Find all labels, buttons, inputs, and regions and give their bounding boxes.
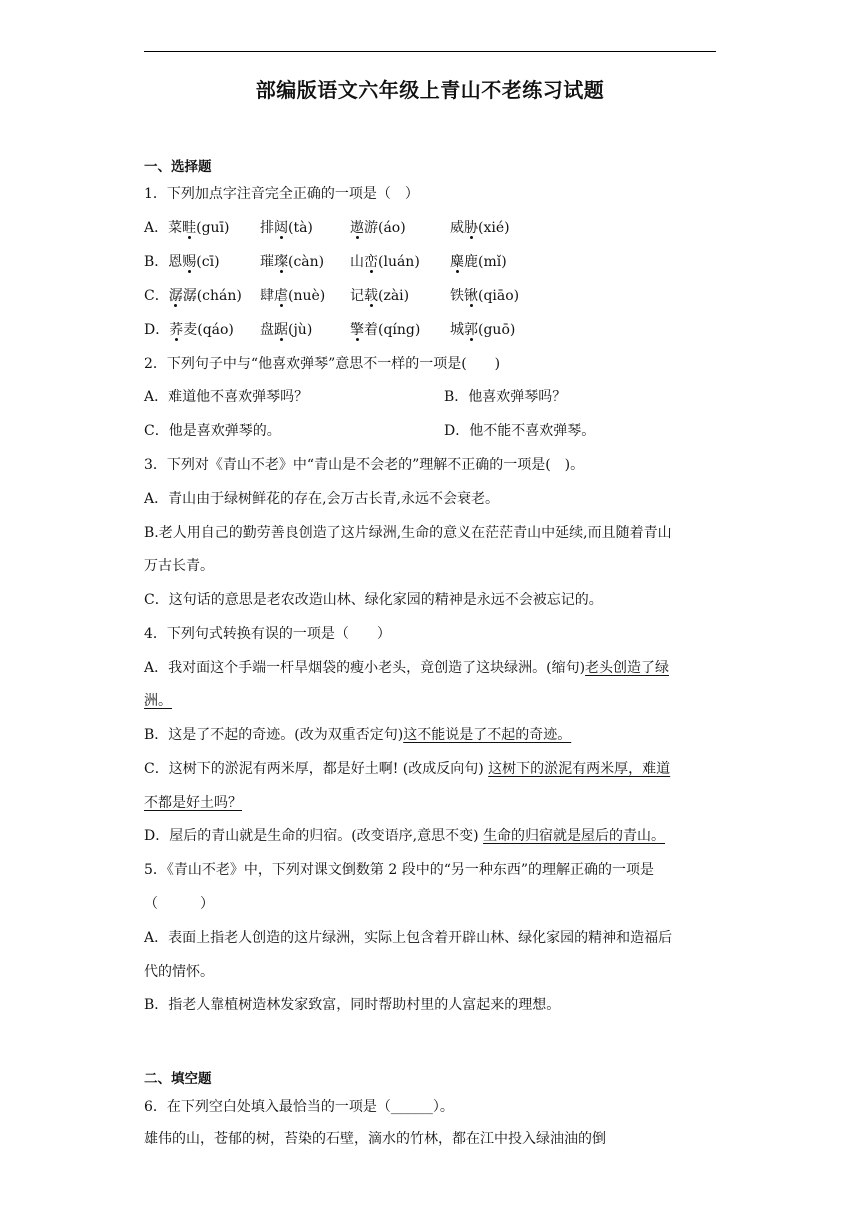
word-pinyin: 着(qíng): [364, 322, 421, 338]
dotted-character: 擎: [350, 322, 364, 338]
q4-option-a-cont: [144, 691, 172, 711]
q1-option-word: [260, 218, 313, 238]
word-pinyin: 游(áo): [364, 220, 406, 236]
dotted-character: 畦: [182, 220, 197, 236]
q4-option-c: [144, 759, 670, 779]
q2-option-c: C．他是喜欢弹琴的。: [144, 423, 281, 439]
word-pinyin: (xié): [478, 220, 510, 236]
word-pinyin: (tà): [288, 220, 313, 236]
q1-option-word: [450, 252, 507, 272]
word-pinyin: (jù): [288, 322, 313, 338]
word-pinyin: 麦(qáo): [183, 322, 234, 338]
q4-a-answer: 老头创造了绿: [585, 660, 670, 676]
word-pinyin: (zài): [378, 288, 410, 304]
q4-a-answer-cont: 洲。: [144, 693, 172, 709]
q3-option-c: C．这句话的意思是老农改造山林、绿化家园的精神是永远不会被忘记的。: [144, 592, 603, 608]
q3-option-a: A．青山由于绿树鲜花的存在,会万古长青,永远不会衰老。: [144, 491, 500, 507]
word-pinyin: (guī): [196, 220, 230, 236]
q1-option-word: [450, 218, 510, 238]
q2-option-b: B．他喜欢弹琴吗？: [444, 389, 567, 405]
word-text: 铁: [450, 288, 464, 304]
q2-option-a: A．难道他不喜欢弹琴吗？: [144, 389, 309, 405]
q5-option-b: B．指老人靠植树造林发家致富，同时帮助村里的人富起来的理想。: [144, 997, 561, 1013]
dotted-character: 璨: [274, 254, 288, 270]
word-text: 盘: [260, 322, 274, 338]
q5-stem-cont: （ ）: [144, 896, 214, 912]
section-heading-fill: 二、填空题: [144, 1071, 212, 1087]
dotted-character: 胁: [464, 220, 478, 236]
dotted-character: 麋: [450, 254, 464, 270]
word-text: D．: [144, 322, 170, 338]
word-text: C．: [144, 288, 169, 304]
word-text: 排: [260, 220, 274, 236]
dotted-character: 踞: [274, 322, 288, 338]
q1-option-word: [144, 286, 242, 306]
q4-b-text: B．这是了不起的奇迹。(改为双重否定句): [144, 727, 404, 743]
dotted-character: 虐: [274, 288, 288, 304]
q1-option-word: [450, 286, 519, 306]
word-pinyin: 潺(chán): [182, 288, 242, 304]
q4-option-b: [144, 725, 571, 745]
dotted-character: 荞: [169, 322, 184, 338]
word-pinyin: (guō): [478, 322, 516, 338]
q5-option-a-cont: 代的情怀。: [144, 964, 214, 980]
dotted-character: 赐: [182, 254, 197, 270]
word-pinyin: (càn): [288, 254, 325, 270]
word-pinyin: (luán): [378, 254, 420, 270]
q1-stem: 1．下列加点字注音完全正确的一项是（ ）: [144, 186, 419, 202]
q1-option-word: [350, 252, 420, 272]
word-text: 城: [450, 322, 464, 338]
q4-stem: 4．下列句式转换有误的一项是（ ）: [144, 626, 391, 642]
q2-stem: 2．下列句子中与“他喜欢弹琴”意思不一样的一项是( ): [144, 356, 501, 372]
dotted-character: 遨: [350, 220, 364, 236]
q6-passage: 雄伟的山，苍郁的树，苔染的石壁，滴水的竹林，都在江中投入绿油油的倒: [144, 1131, 606, 1147]
word-text: 山: [350, 254, 364, 270]
q4-option-d: [144, 826, 665, 846]
dotted-character: 郭: [464, 322, 478, 338]
dotted-character: 载: [364, 288, 378, 304]
word-pinyin: 鹿(mǐ): [464, 254, 507, 270]
q1-option-word: [260, 286, 325, 306]
q1-option-word: [350, 320, 420, 340]
q1-option-word: [450, 320, 515, 340]
q1-option-word: [350, 286, 409, 306]
q4-option-c-cont: [144, 793, 242, 813]
word-text: 记: [350, 288, 364, 304]
dotted-character: 峦: [364, 254, 378, 270]
q3-stem: 3．下列对《青山不老》中“青山是不会老的”理解不正确的一项是( )。: [144, 457, 585, 473]
q4-d-text: D．屋后的青山就是生命的归宿。(改变语序,意思不变): [144, 828, 479, 844]
q1-option-word: [350, 218, 406, 238]
q2-option-d: D．他不能不喜欢弹琴。: [444, 423, 596, 439]
word-pinyin: (cī): [196, 254, 220, 270]
word-text: 肆: [260, 288, 274, 304]
word-text: 璀: [260, 254, 274, 270]
q3-option-b-cont: 万古长青。: [144, 558, 214, 574]
q4-b-answer: 这不能说是了不起的奇迹。: [403, 727, 572, 743]
header-rule: [144, 51, 716, 52]
dotted-character: 锹: [464, 288, 478, 304]
section-heading-choice: 一、选择题: [144, 159, 212, 175]
page-title: 部编版语文六年级上青山不老练习试题: [255, 78, 605, 102]
dotted-character: 闼: [274, 220, 288, 236]
q4-a-text: A．我对面这个手端一杆旱烟袋的瘦小老头，竟创造了这块绿洲。(缩句): [144, 660, 586, 676]
q1-option-word: [260, 252, 324, 272]
q4-c-answer: 这树下的淤泥有两米厚，难道: [488, 761, 671, 777]
q3-option-b: B.老人用自己的勤劳善良创造了这片绿洲,生命的意义在茫茫青山中延续,而且随着青山: [144, 525, 672, 541]
q6-stem: 6．在下列空白处填入最恰当的一项是（______）。: [144, 1099, 454, 1115]
q1-option-word: [260, 320, 312, 340]
q4-c-text: C．这树下的淤泥有两米厚，都是好土啊! (改成反向句): [144, 761, 484, 777]
q5-option-a: A．表面上指老人创造的这片绿洲，实际上包含着开辟山林、绿化家园的精神和造福后: [144, 930, 673, 946]
q4-c-answer-cont: 不都是好土吗？: [144, 795, 242, 811]
q1-option-word: [144, 320, 234, 340]
word-text: B．恩: [144, 254, 183, 270]
q1-option-word: [144, 252, 220, 272]
word-pinyin: (qiāo): [478, 288, 520, 304]
word-text: A．菜: [144, 220, 183, 236]
q1-option-word: [144, 218, 230, 238]
q4-option-a: [144, 658, 669, 678]
dotted-character: 潺: [168, 288, 183, 304]
q5-stem: 5．《青山不老》中，下列对课文倒数第 2 段中的“另一种东西”的理解正确的一项是: [144, 862, 655, 878]
word-text: 威: [450, 220, 464, 236]
q4-d-answer: 生命的归宿就是屋后的青山。: [483, 828, 666, 844]
word-pinyin: (nuè): [288, 288, 326, 304]
